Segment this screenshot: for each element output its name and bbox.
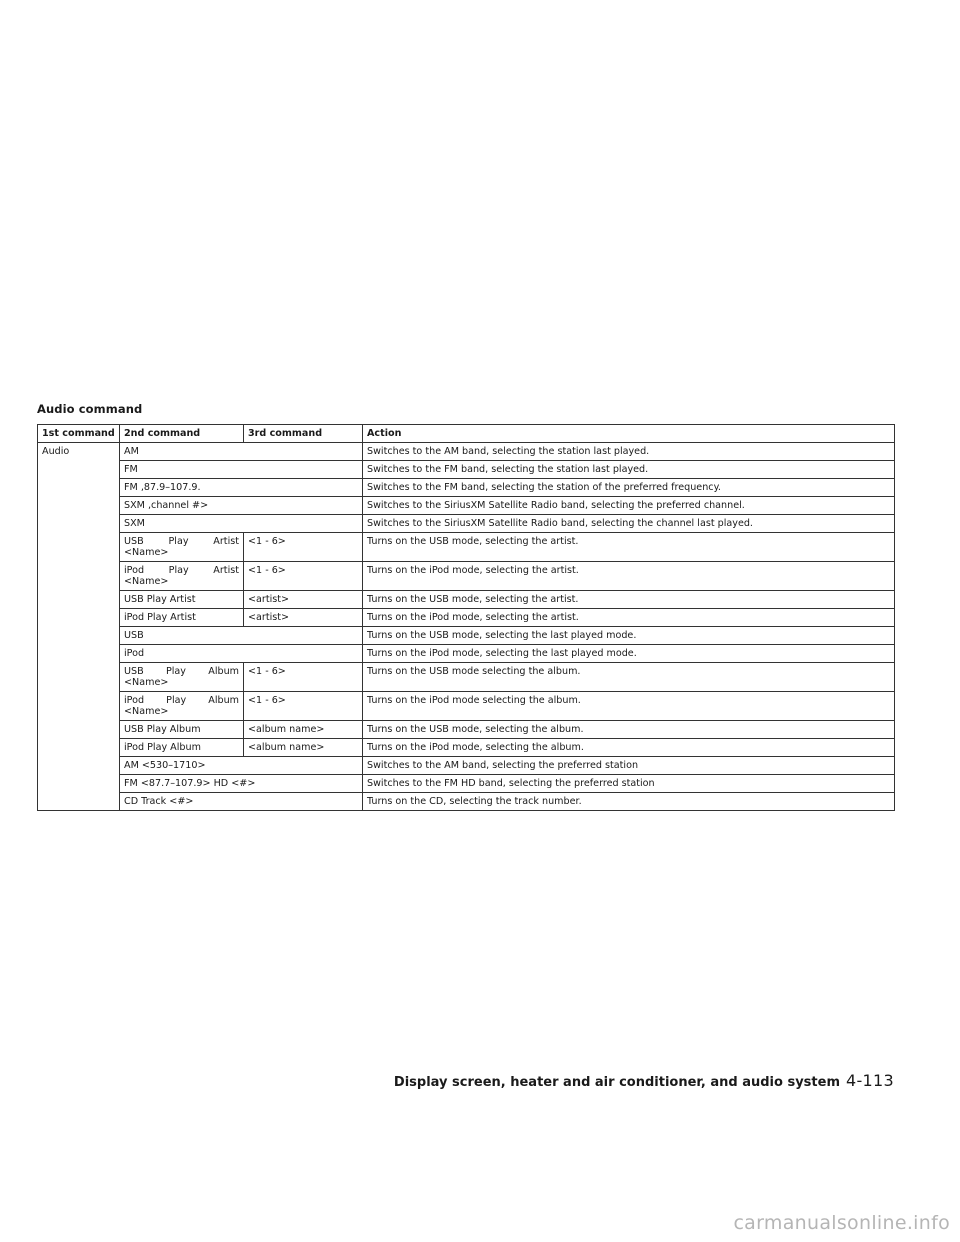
cell-2nd-command: iPod Play Album <Name>: [120, 692, 244, 721]
cell-1st-command: [38, 461, 120, 479]
header-action: Action: [363, 425, 895, 443]
table-row: [38, 775, 895, 793]
cell-1st-command: [38, 591, 120, 609]
cell-1st-command: [38, 739, 120, 757]
cell-2nd-command: iPod: [120, 645, 363, 663]
cell-1st-command: [38, 775, 120, 793]
cell-action: Turns on the USB mode, selecting the album.: [363, 721, 895, 739]
cell-3rd-command: <1 - 6>: [244, 533, 363, 562]
table-row: [38, 645, 895, 663]
page-footer: [394, 1071, 894, 1090]
cell-action: Turns on the iPod mode, selecting the album.: [363, 739, 895, 757]
cell-1st-command: [38, 609, 120, 627]
cell-2nd-command: USB Play Artist <Name>: [120, 533, 244, 562]
cell-1st-command: [38, 793, 120, 811]
table-row: [38, 562, 895, 591]
section-title: Audio command: [37, 402, 143, 416]
cell-3rd-command: <album name>: [244, 721, 363, 739]
cell-2nd-command: USB Play Artist: [120, 591, 244, 609]
cell-action: Turns on the iPod mode selecting the album.: [363, 692, 895, 721]
cell-1st-command: [38, 627, 120, 645]
watermark: carmanualsonline.info: [733, 1212, 950, 1234]
table-row: [38, 739, 895, 757]
table-row: [38, 533, 895, 562]
cell-2nd-command: USB: [120, 627, 363, 645]
cell-1st-command: Audio: [38, 443, 120, 461]
cell-1st-command: [38, 692, 120, 721]
table-row: [38, 461, 895, 479]
table-row: [38, 663, 895, 692]
table-row: [38, 609, 895, 627]
cell-3rd-command: <1 - 6>: [244, 692, 363, 721]
cell-action: Turns on the CD, selecting the track number.: [363, 793, 895, 811]
cell-3rd-command: <album name>: [244, 739, 363, 757]
cell-1st-command: [38, 721, 120, 739]
cell-2nd-command: SXM: [120, 515, 363, 533]
cell-1st-command: [38, 663, 120, 692]
cell-3rd-command: <artist>: [244, 591, 363, 609]
cell-action: Switches to the FM HD band, selecting the preferred station: [363, 775, 895, 793]
cell-2nd-command: USB Play Album <Name>: [120, 663, 244, 692]
cell-action: Turns on the USB mode, selecting the artist.: [363, 591, 895, 609]
table-header-row: [38, 425, 895, 443]
cell-2nd-command: iPod Play Artist: [120, 609, 244, 627]
header-3rd-command: 3rd command: [244, 425, 363, 443]
cell-action: Switches to the AM band, selecting the preferred station: [363, 757, 895, 775]
cell-action: Switches to the FM band, selecting the station last played.: [363, 461, 895, 479]
cell-3rd-command: <1 - 6>: [244, 562, 363, 591]
cell-2nd-command: USB Play Album: [120, 721, 244, 739]
cell-2nd-command: CD Track <#>: [120, 793, 363, 811]
cell-2nd-command: FM <87.7–107.9> HD <#>: [120, 775, 363, 793]
cell-action: Turns on the USB mode, selecting the last played mode.: [363, 627, 895, 645]
cell-2nd-command: SXM ,channel #>: [120, 497, 363, 515]
table-row: [38, 515, 895, 533]
cell-action: Switches to the FM band, selecting the station of the preferred frequency.: [363, 479, 895, 497]
header-2nd-command: 2nd command: [120, 425, 244, 443]
cell-1st-command: [38, 515, 120, 533]
page-number: 4-113: [846, 1071, 894, 1090]
table-row: [38, 757, 895, 775]
cell-3rd-command: <1 - 6>: [244, 663, 363, 692]
cell-action: Turns on the iPod mode, selecting the artist.: [363, 609, 895, 627]
cell-2nd-command: FM: [120, 461, 363, 479]
table-row: [38, 692, 895, 721]
table-row: [38, 627, 895, 645]
header-1st-command: 1st command: [38, 425, 120, 443]
cell-action: Switches to the SiriusXM Satellite Radio band, selecting the channel last played.: [363, 515, 895, 533]
cell-action: Turns on the iPod mode, selecting the last played mode.: [363, 645, 895, 663]
cell-1st-command: [38, 645, 120, 663]
cell-2nd-command: iPod Play Album: [120, 739, 244, 757]
cell-action: Switches to the AM band, selecting the station last played.: [363, 443, 895, 461]
cell-action: Turns on the USB mode, selecting the artist.: [363, 533, 895, 562]
cell-action: Turns on the USB mode selecting the album.: [363, 663, 895, 692]
cell-1st-command: [38, 757, 120, 775]
table-row: [38, 793, 895, 811]
cell-2nd-command: AM: [120, 443, 363, 461]
cell-3rd-command: <artist>: [244, 609, 363, 627]
cell-1st-command: [38, 562, 120, 591]
cell-2nd-command: FM ,87.9–107.9.: [120, 479, 363, 497]
table-row: [38, 591, 895, 609]
footer-chapter-title: Display screen, heater and air conditioner, and audio system: [393, 1075, 840, 1090]
cell-2nd-command: AM <530–1710>: [120, 757, 363, 775]
audio-command-table: [37, 424, 895, 811]
table-row: [38, 479, 895, 497]
cell-1st-command: [38, 479, 120, 497]
table-row: [38, 497, 895, 515]
cell-1st-command: [38, 497, 120, 515]
cell-2nd-command: iPod Play Artist <Name>: [120, 562, 244, 591]
table-row: [38, 443, 895, 461]
cell-action: Turns on the iPod mode, selecting the artist.: [363, 562, 895, 591]
table-row: [38, 721, 895, 739]
cell-action: Switches to the SiriusXM Satellite Radio band, selecting the preferred channel.: [363, 497, 895, 515]
cell-1st-command: [38, 533, 120, 562]
